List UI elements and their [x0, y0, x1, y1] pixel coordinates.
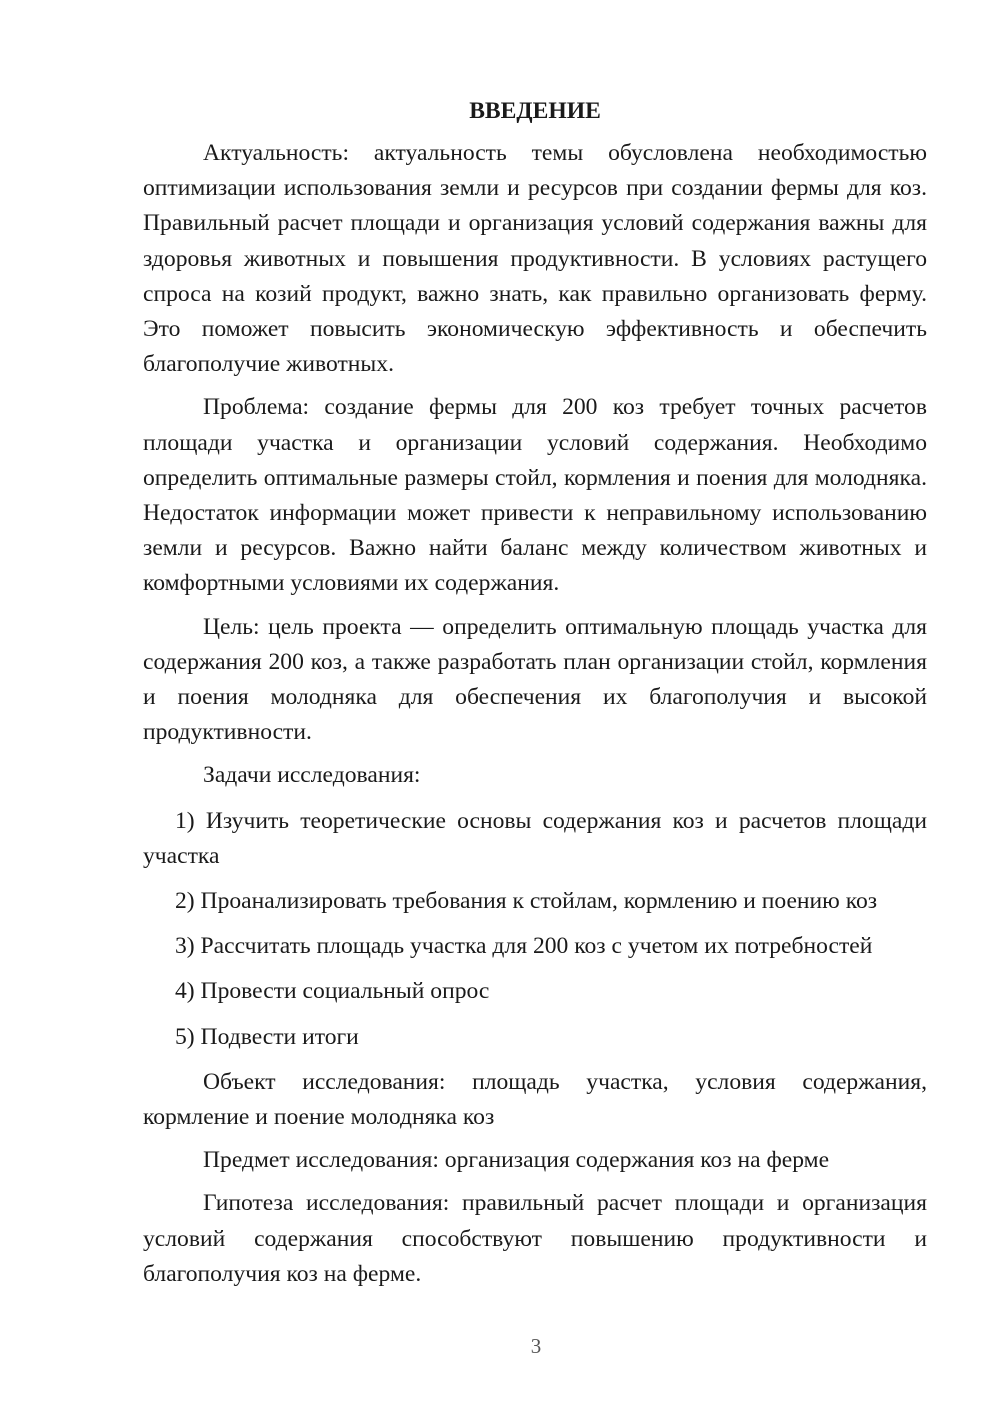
page-title: ВВЕДЕНИЕ	[469, 98, 601, 124]
page-content	[143, 96, 927, 1300]
task-item-1: 1) Изучить теоретические основы содержания коз и расчетов площади участка	[143, 807, 927, 869]
task-item-2: 2) Проанализировать требования к стойлам, кормлению и поению коз	[175, 888, 878, 915]
subject-paragraph: Предмет исследования: организация содержания коз на ферме	[203, 1147, 830, 1174]
problem-paragraph: Проблема: создание фермы для 200 коз требует точных расчетов площади участка и организации условий содержания. Необходимо определить оптимальные размеры стойл, кормления и поения для молодняка. Недостаток информации может привести к неправильному использованию земли и ресурсов. Важно найти баланс между количеством животных и комфортными условиями их содержания.	[143, 394, 927, 597]
task-item-3: 3) Рассчитать площадь участка для 200 коз с учетом их потребностей	[175, 933, 873, 960]
object-paragraph: Объект исследования: площадь участка, условия содержания, кормление и поение молодняка коз	[143, 1068, 927, 1131]
goal-paragraph: Цель: цель проекта — определить оптимальную площадь участка для содержания 200 коз, а также разработать план организации стойл, кормления и поения молодняка для обеспечения их благополучия и высокой продуктивности.	[143, 613, 927, 746]
page-number: 3	[530, 1334, 542, 1358]
hypothesis-paragraph: Гипотеза исследования: правильный расчет площади и организация условий содержания способствуют повышению продуктивности и благополучия коз на ферме.	[143, 1190, 927, 1287]
task-item-4: 4) Провести социальный опрос	[175, 978, 490, 1005]
relevance-paragraph: Актуальность: актуальность темы обусловлена необходимостью оптимизации использования земли и ресурсов при создании фермы для коз. Правильный расчет площади и организация условий содержания важны для здоровья животных и повышения продуктивности. В условиях растущего спроса на козий продукт, важно знать, как правильно организовать ферму. Это поможет повысить экономическую эффективность и обеспечить благополучие животных.	[143, 140, 927, 378]
task-item-5: 5) Подвести итоги	[175, 1023, 359, 1050]
tasks-heading: Задачи исследования:	[203, 762, 421, 789]
